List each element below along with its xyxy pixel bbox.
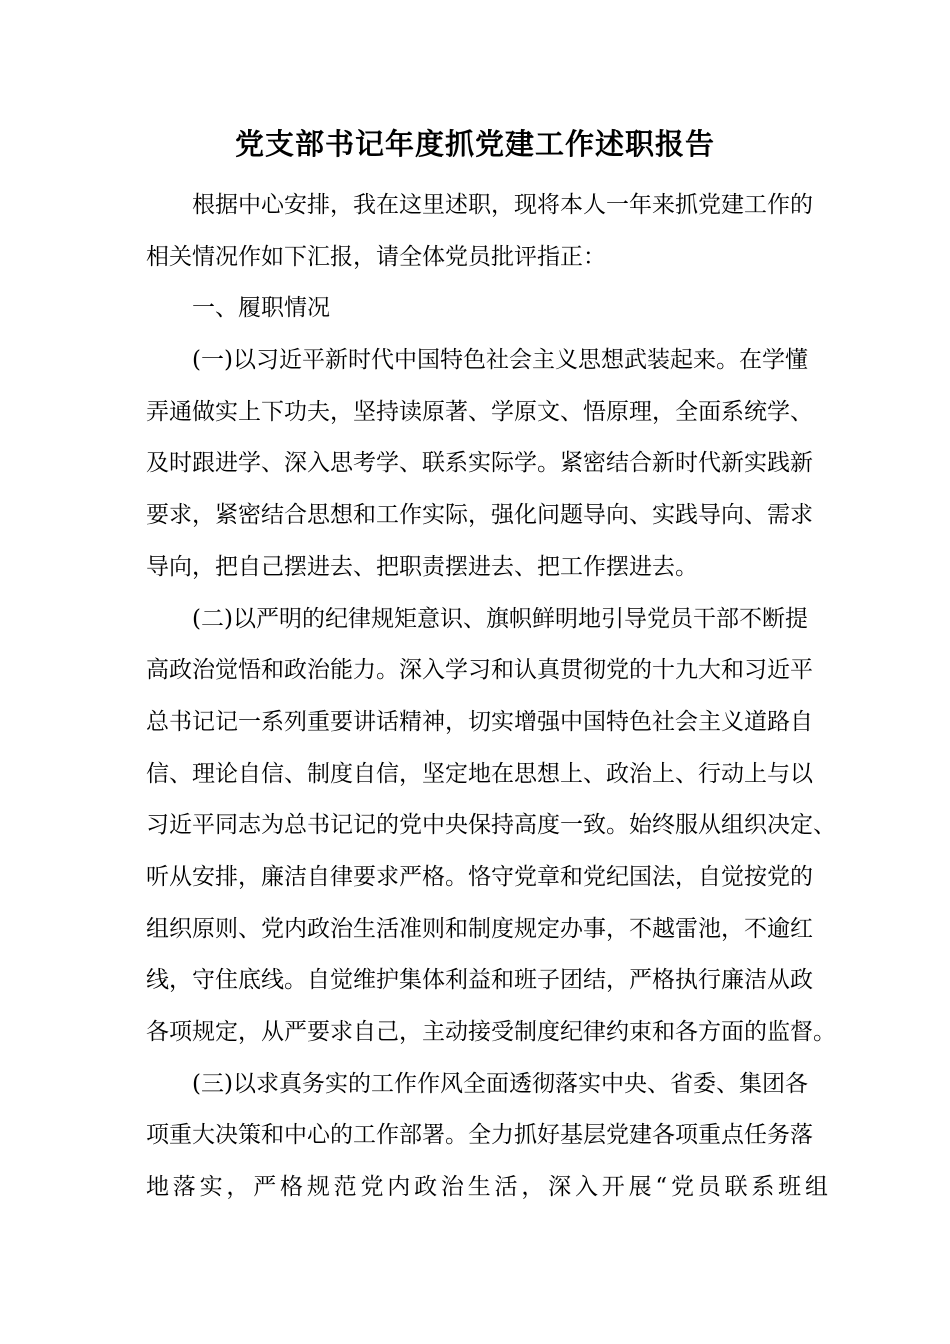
paragraph-line: 及时跟进学、深入思考学、联系实际学。紧密结合新时代新实践新: [146, 450, 813, 477]
paragraph-line: 听从安排，廉洁自律要求严格。恪守党章和党纪国法，自觉按党的: [146, 863, 813, 890]
document-title: 党支部书记年度抓党建工作述职报告: [234, 127, 715, 161]
section-heading: 一、履职情况: [192, 295, 330, 322]
paragraph-line: 线，守住底线。自觉维护集体利益和班子团结，严格执行廉洁从政: [146, 967, 813, 994]
paragraph-line: 导向，把自己摆进去、把职责摆进去、把工作摆进去。: [146, 553, 698, 580]
paragraph-line: 根据中心安排，我在这里述职，现将本人一年来抓党建工作的: [192, 192, 813, 218]
paragraph-line: 习近平同志为总书记记的党中央保持高度一致。始终服从组织决定、: [146, 812, 836, 839]
paragraph-line: 高政治觉悟和政治能力。深入学习和认真贯彻党的十九大和习近平: [146, 657, 813, 684]
document-body: [146, 180, 836, 1214]
paragraph-line: 地落实，严格规范党内政治生活，深入开展“党员联系班组: [146, 1174, 828, 1201]
paragraph-line: 各项规定，从严要求自己，主动接受制度纪律约束和各方面的监督。: [146, 1019, 836, 1045]
paragraph-line: 相关情况作如下汇报，请全体党员批评指正：: [146, 243, 606, 270]
paragraph-line: 弄通做实上下功夫，坚持读原著、学原文、悟原理，全面系统学、: [146, 398, 813, 425]
paragraph-line: (二)以严明的纪律规矩意识、旗帜鲜明地引导党员干部不断提: [192, 605, 808, 632]
paragraph-line: 组织原则、党内政治生活准则和制度规定办事，不越雷池，不逾红: [146, 915, 813, 942]
paragraph-line: 信、理论自信、制度自信，坚定地在思想上、政治上、行动上与以: [146, 760, 813, 787]
paragraph-line: (一)以习近平新时代中国特色社会主义思想武装起来。在学懂: [192, 347, 808, 374]
paragraph-line: 要求，紧密结合思想和工作实际，强化问题导向、实践导向、需求: [146, 502, 813, 529]
paragraph-line: 项重大决策和中心的工作部署。全力抓好基层党建各项重点任务落: [146, 1122, 813, 1149]
paragraph-line: 总书记记一系列重要讲话精神，切实增强中国特色社会主义道路自: [146, 708, 813, 735]
paragraph-line: (三)以求真务实的工作作风全面透彻落实中央、省委、集团各: [192, 1070, 808, 1097]
